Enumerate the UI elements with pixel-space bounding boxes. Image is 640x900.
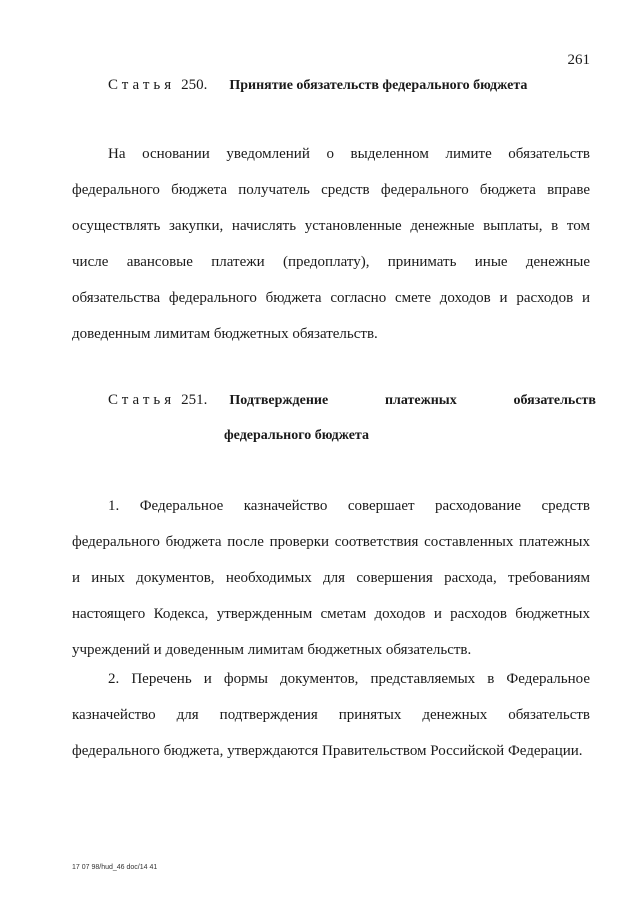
- article-title-word: Подтверждение: [229, 393, 329, 408]
- article-title: [229, 392, 596, 410]
- article-title-word: обязательств: [513, 393, 596, 408]
- article-title-continuation: федерального бюджета: [224, 428, 369, 443]
- footer-file-reference: 17 07 98/hud_46 doc/14 41: [72, 864, 158, 871]
- article-250-heading: [108, 76, 596, 95]
- article-251-paragraph-1: 1. Федеральное казначейство совершает расходование средств федерального бюджета после проверки соответствия составленных платежных и иных документов, необходимых для совершения расхода, требованиям настоящего Кодекса, утвержденным сметам доходов и расходов бюджетных учреждений и доведенным лимитам бюджетных обязательств.: [72, 498, 590, 658]
- article-title: Принятие обязательств федерального бюджета: [229, 78, 528, 93]
- article-251-paragraph-2: 2. Перечень и формы документов, представляемых в Федеральное казначейство для подтверждения принятых денежных обязательств федерального бюджета, утверждаются Правительством Российской Федерации.: [72, 671, 590, 759]
- article-251-heading: [108, 391, 596, 410]
- article-label: Статья: [108, 77, 176, 93]
- page-number: 261: [567, 52, 590, 68]
- article-label: Статья: [108, 392, 176, 408]
- article-number: 251.: [181, 392, 208, 408]
- article-number: 250.: [181, 77, 208, 93]
- article-250-paragraph: На основании уведомлений о выделенном лимите обязательств федерального бюджета получатель средств федерального бюджета вправе осуществлять закупки, начислять установленные денежные выплаты, в том числе авансовые платежи (предоплату), принимать иные денежные обязательства федерального бюджета согласно смете доходов и расходов и доведенным лимитам бюджетных обязательств.: [72, 146, 590, 342]
- article-title-word: платежных: [384, 393, 457, 408]
